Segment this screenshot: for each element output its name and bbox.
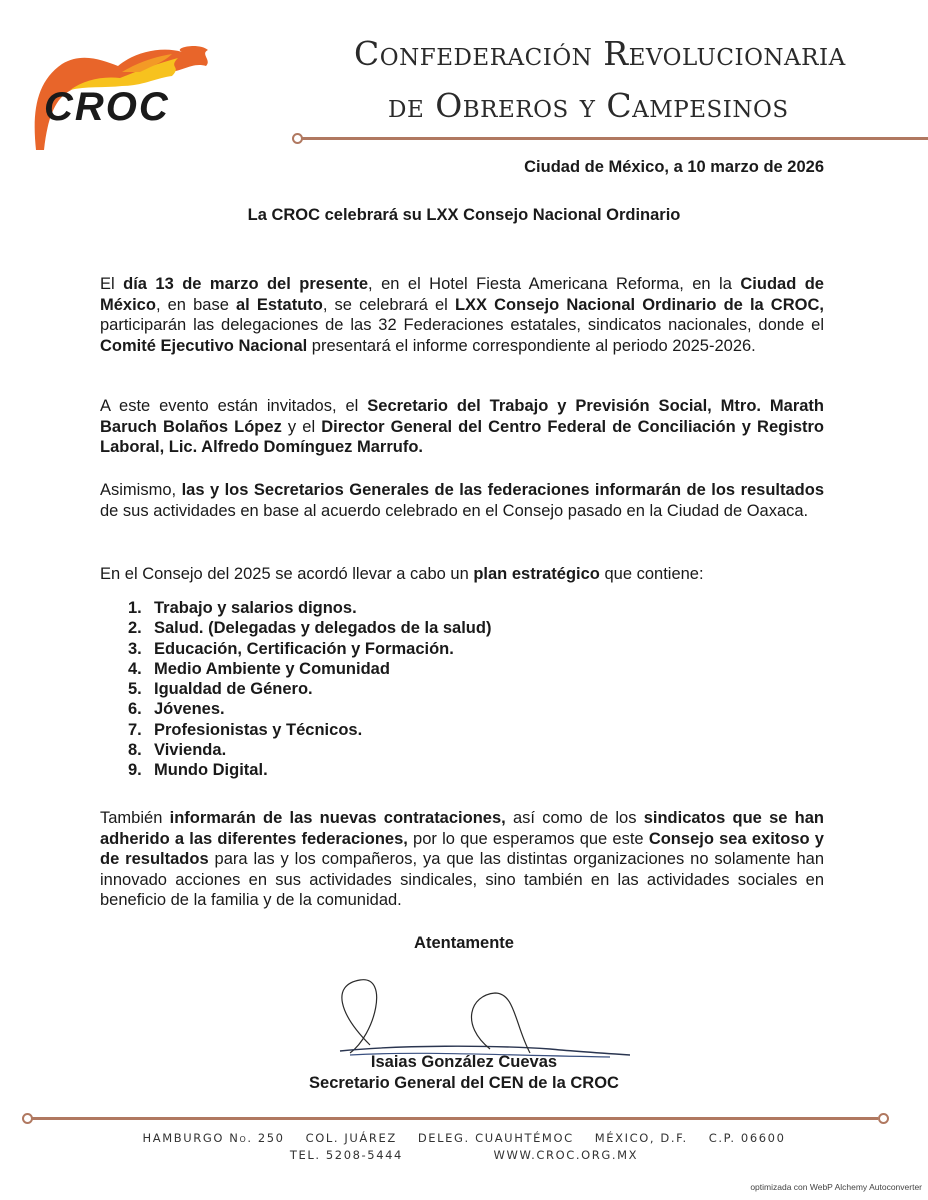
text: presentará el informe correspondiente al periodo 2025-2026. bbox=[307, 336, 756, 355]
bold-text: día 13 de marzo del presente bbox=[123, 275, 369, 293]
signer-name: Isaias González Cuevas bbox=[370, 1053, 558, 1071]
footer-rule bbox=[32, 1117, 878, 1120]
list-item: 7. Profesionistas y Técnicos. bbox=[128, 720, 363, 739]
footer-rule-dot-right bbox=[878, 1113, 889, 1124]
footer-address: HAMBURGO No. 250 COL. JUÁREZ DELEG. CUAUHTÉMOC MÉXICO, D.F. C.P. 06600 bbox=[142, 1131, 786, 1145]
list-item: 8. Vivienda. bbox=[128, 741, 227, 760]
footer-phone: TEL. 5208-5444 bbox=[289, 1148, 403, 1162]
closing: Atentamente bbox=[414, 934, 514, 952]
bold-text: sindicatos que se han adherido a las diferentes federaciones, bbox=[100, 809, 825, 848]
paragraph-3 bbox=[100, 480, 824, 521]
bold-text: Director General del Centro Federal de Conciliación y Registro Laboral, Lic. Alfredo Domínguez Marrufo. bbox=[100, 417, 824, 456]
list-item: 2. Salud. (Delegadas y delegados de la salud) bbox=[128, 619, 492, 638]
text: para las y los compañeros, ya que las distintas organizaciones no solamente han innovado acciones en sus actividades sindicales, sino también en las actividades sociales en beneficio de la familia y de la comunidad. bbox=[100, 850, 824, 909]
text: que contiene: bbox=[599, 565, 704, 583]
bold-text: informarán de las nuevas contrataciones, bbox=[169, 809, 506, 827]
text: También bbox=[100, 809, 170, 827]
signer-title: Secretario General del CEN de la CROC bbox=[309, 1074, 619, 1092]
bold-text: LXX Consejo Nacional Ordinario de la CROC, bbox=[454, 295, 824, 314]
text: y el bbox=[281, 417, 322, 436]
paragraph-2 bbox=[100, 396, 824, 458]
list-item: 6. Jóvenes. bbox=[128, 700, 225, 719]
letter-title: La CROC celebrará su LXX Consejo Nacional Ordinario bbox=[247, 206, 681, 224]
text: , se celebrará el bbox=[322, 295, 455, 314]
bold-text: plan estratégico bbox=[473, 565, 600, 583]
text: así como de los bbox=[505, 809, 644, 827]
text: participarán las delegaciones de las 32 Federaciones estatales, sindicatos nacionales, donde el bbox=[100, 316, 824, 334]
watermark: optimizada con WebP Alchemy Autoconverter bbox=[750, 1182, 922, 1192]
footer-website[interactable]: WWW.CROC.ORG.MX bbox=[493, 1148, 639, 1162]
logo-text: CROC bbox=[44, 85, 170, 129]
org-name-line1: Confederación Revolucionaria bbox=[354, 34, 846, 73]
text: por lo que esperamos que este bbox=[407, 829, 649, 848]
bold-text: al Estatuto bbox=[235, 295, 323, 314]
bold-text: Secretario del Trabajo y Previsión Social, Mtro. Marath Baruch Bolaños López bbox=[100, 397, 825, 436]
list-item: 3. Educación, Certificación y Formación. bbox=[128, 639, 454, 658]
footer-contact bbox=[0, 1148, 928, 1162]
bold-text: las y los Secretarios Generales de las federaciones informarán de los resultados bbox=[181, 481, 825, 499]
strategic-plan-list bbox=[128, 598, 491, 781]
text: El bbox=[100, 275, 124, 293]
croc-logo bbox=[22, 42, 232, 152]
list-item: 4. Medio Ambiente y Comunidad bbox=[128, 659, 390, 678]
paragraph-1 bbox=[100, 274, 824, 356]
text: En el Consejo del 2025 se acordó llevar a cabo un bbox=[100, 565, 474, 583]
bold-text: Ciudad de México bbox=[100, 275, 824, 314]
text: , en el Hotel Fiesta Americana Reforma, en la bbox=[368, 275, 741, 293]
paragraph-4 bbox=[100, 564, 824, 585]
list-item: 5. Igualdad de Género. bbox=[128, 680, 313, 699]
text: A este evento están invitados, el bbox=[100, 397, 368, 415]
header-rule bbox=[302, 137, 928, 140]
place-date: Ciudad de México, a 10 marzo de 2026 bbox=[524, 158, 824, 176]
list-item: 1. Trabajo y salarios dignos. bbox=[128, 599, 357, 617]
signature bbox=[330, 975, 630, 1060]
text: , en base bbox=[155, 295, 236, 314]
text: Asimismo, bbox=[100, 481, 182, 499]
bold-text: Consejo sea exitoso y de resultados bbox=[100, 829, 824, 868]
bold-text: Comité Ejecutivo Nacional bbox=[100, 336, 308, 355]
list-item: 9. Mundo Digital. bbox=[128, 761, 268, 780]
text: de sus actividades en base al acuerdo celebrado en el Consejo pasado en la Ciudad de Oaxaca. bbox=[100, 501, 809, 520]
org-name-line2: de Obreros y Campesinos bbox=[388, 86, 789, 125]
paragraph-5 bbox=[100, 808, 824, 911]
